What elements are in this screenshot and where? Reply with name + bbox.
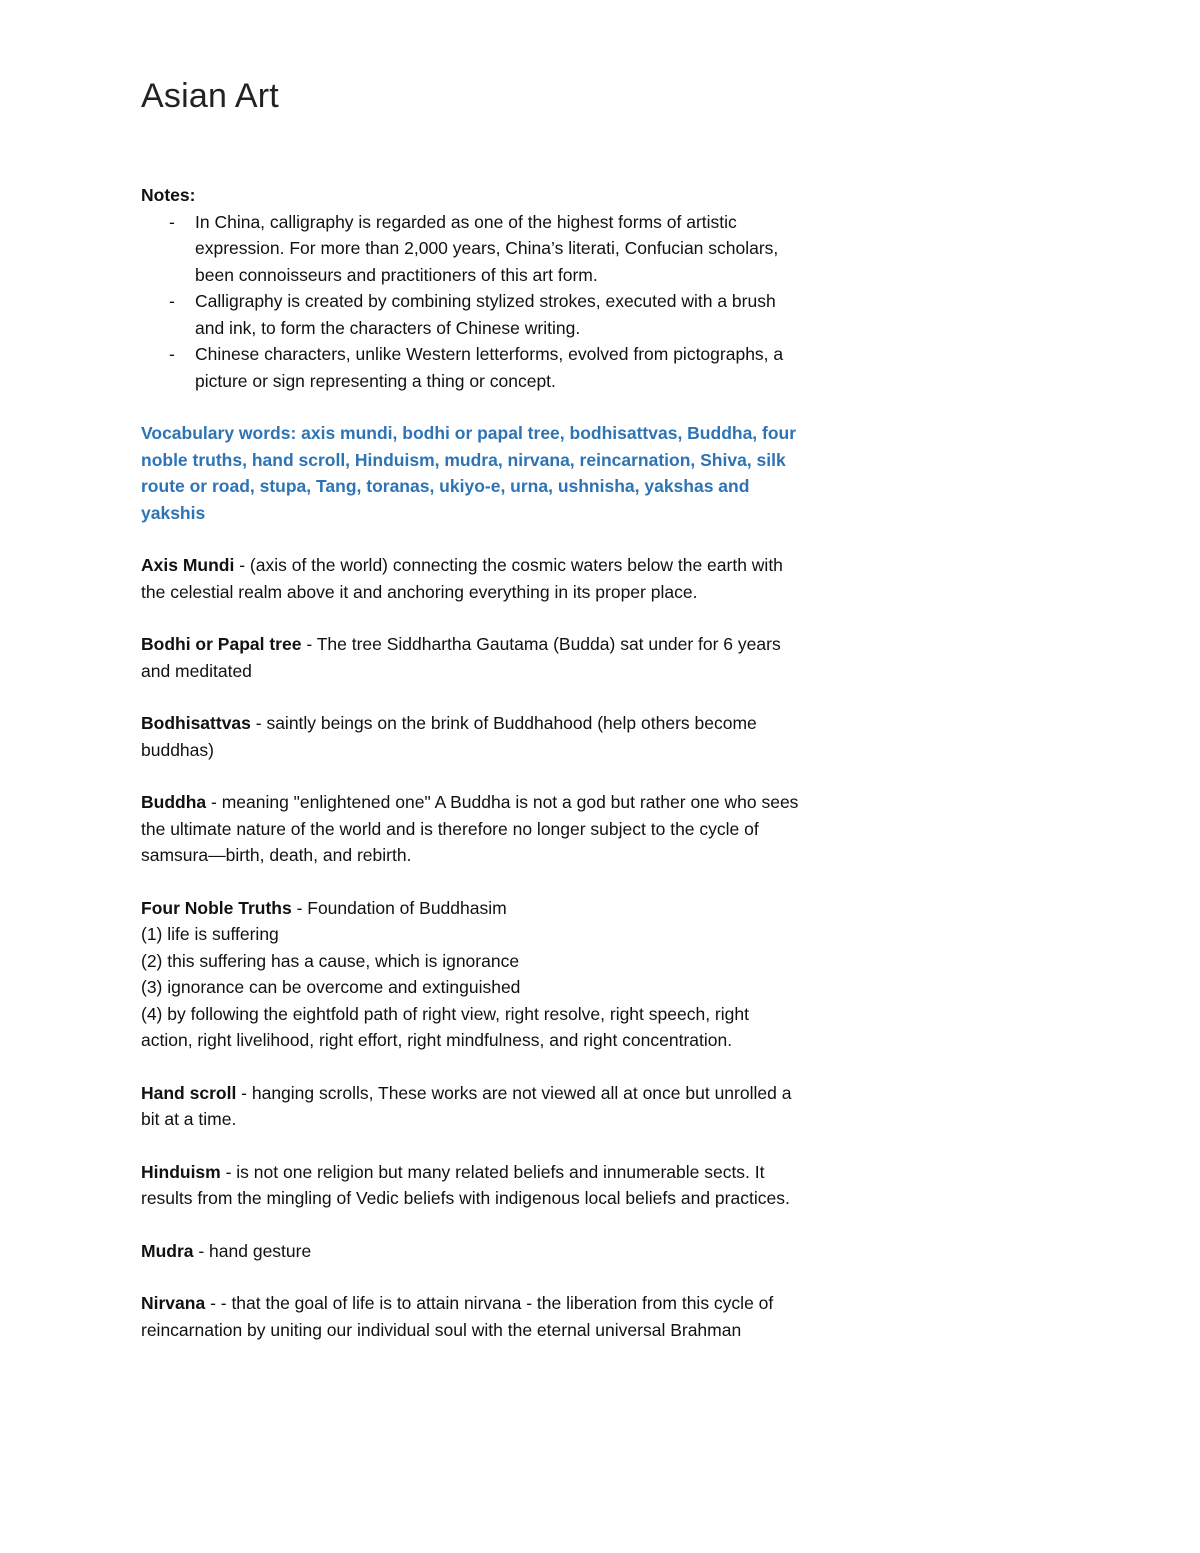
list-dash: - — [169, 344, 175, 364]
definition-text: - (axis of the world) connecting the cosmic waters below the earth with the celestial realm above it and anchoring everything in its proper place. — [141, 555, 783, 602]
definition-term: Buddha — [141, 792, 207, 812]
notes-section — [141, 182, 801, 394]
definition-entry — [141, 895, 801, 1054]
definition-term: Hinduism — [141, 1161, 221, 1182]
notes-label: Notes: — [141, 185, 196, 205]
definition-entry — [141, 789, 801, 869]
truth-item: (2) this suffering has a cause, which is ignorance — [141, 950, 520, 971]
note-item — [141, 341, 801, 394]
definition-text: - hand gesture — [193, 1240, 312, 1261]
definition-term: Hand scroll — [141, 1082, 237, 1103]
definition-term: Four Noble Truths — [141, 897, 292, 918]
definition-term: Bodhi or Papal tree — [141, 634, 302, 654]
document-page — [141, 70, 801, 1343]
definition-text: - is not one religion but many related beliefs and innumerable sects. It results from the mingling of Vedic beliefs with indigenous local beliefs and practices. — [141, 1161, 790, 1208]
truth-item: (4) by following the eightfold path of right view, right resolve, right speech, right action, right livelihood, right effort, right mindfulness, and right concentration. — [141, 1003, 749, 1050]
note-text: Calligraphy is created by combining stylized strokes, executed with a brush and ink, to form the characters of Chinese writing. — [195, 291, 776, 338]
definition-text: - The tree Siddhartha Gautama (Budda) sat under for 6 years and meditated — [141, 634, 781, 681]
definition-entry — [141, 631, 801, 684]
vocabulary-words: Vocabulary words: axis mundi, bodhi or papal tree, bodhisattvas, Buddha, four noble truths, hand scroll, Hinduism, mudra, nirvana, reincarnation, Shiva, silk route or road, stupa, Tang, toranas, ukiyo-e, urna, ushnisha, yakshas and yakshis — [141, 423, 797, 523]
document-title: Asian Art — [141, 77, 279, 115]
definition-term: Bodhisattvas — [141, 713, 251, 733]
definition-entry — [141, 552, 801, 605]
definition-entry — [141, 1159, 801, 1212]
definition-text: - saintly beings on the brink of Buddhahood (help others become buddhas) — [141, 713, 757, 760]
definition-text: - Foundation of Buddhasim — [291, 897, 507, 918]
definition-text: - meaning "enlightened one" A Buddha is not a god but rather one who sees the ultimate nature of the world and is therefore no longer subject to the cycle of samsura—birth, death, and rebirth. — [141, 792, 799, 865]
note-item — [141, 288, 801, 341]
definition-term: Axis Mundi — [141, 555, 235, 575]
note-text: In China, calligraphy is regarded as one of the highest forms of artistic expression. For more than 2,000 years, China’s literati, Confucian scholars, been connoisseurs and practitioners of this art form. — [195, 211, 779, 285]
definition-term: Mudra — [141, 1240, 194, 1261]
definition-entry — [141, 1080, 801, 1133]
list-dash: - — [169, 211, 175, 232]
truth-item: (3) ignorance can be overcome and extinguished — [141, 977, 521, 997]
definition-term: Nirvana — [141, 1293, 206, 1313]
note-item — [141, 209, 801, 289]
notes-list — [141, 209, 801, 395]
list-dash: - — [169, 291, 175, 311]
definition-entry — [141, 1290, 801, 1343]
definition-text: - - that the goal of life is to attain nirvana - the liberation from this cycle of reincarnation by uniting our individual soul with the eternal universal Brahman — [141, 1293, 774, 1340]
definition-entry — [141, 1238, 801, 1265]
definition-text: - hanging scrolls, These works are not viewed all at once but unrolled a bit at a time. — [141, 1082, 792, 1129]
truth-item: (1) life is suffering — [141, 924, 279, 944]
definition-entry — [141, 710, 801, 763]
note-text: Chinese characters, unlike Western letterforms, evolved from pictographs, a picture or sign representing a thing or concept. — [195, 344, 784, 391]
